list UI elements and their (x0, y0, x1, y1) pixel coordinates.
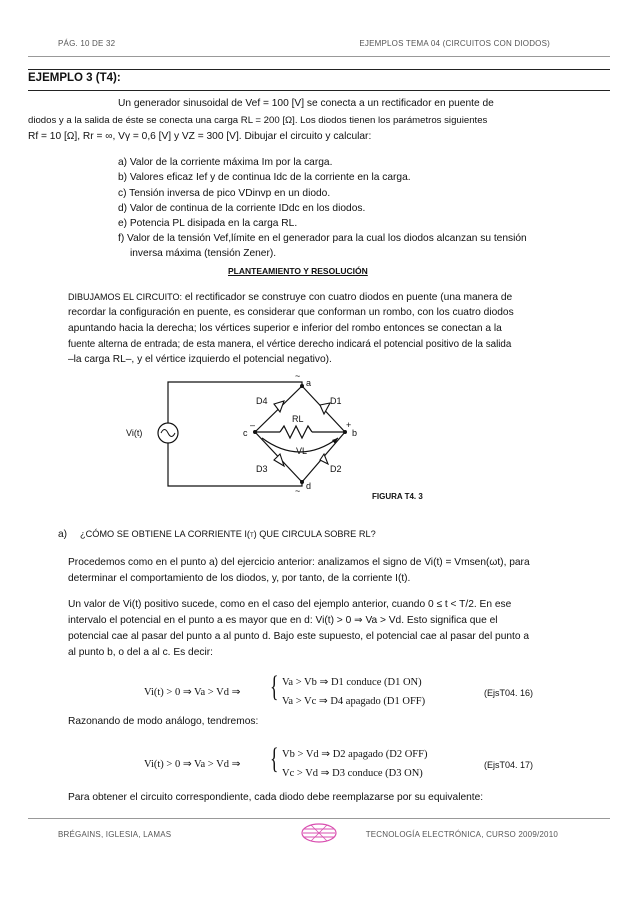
intro-line-4: fuente alterna de entrada; de esta manera, el vértice derecho indicará el potencial positivo de la salida (68, 339, 512, 350)
header-rule (28, 56, 610, 57)
eq17-brace: { (270, 742, 279, 775)
load-resistor (280, 426, 312, 438)
footer-rule (28, 818, 610, 819)
item-c: c) Tensión inversa de pico VDinvp en un diodo. (118, 188, 331, 199)
tilde-top: ~ (295, 371, 301, 381)
item-e: e) Potencia PL disipada en la carga RL. (118, 218, 298, 229)
diode-d1-label: D1 (330, 396, 342, 406)
part-a-p1-line1: Procedemos como en el punto a) del ejercicio anterior: analizamos el signo de Vi(t) = Vmsen(ωt), para (68, 557, 530, 568)
node-b-label: b (352, 428, 358, 438)
part-a-question: ¿CÓMO SE OBTIENE LA CORRIENTE I(t) QUE CIRCULA SOBRE RL? (80, 529, 376, 539)
intro-line-2: recordar la configuración en puente, es considerar que conforman un rombo, con los cuatro diodos (68, 307, 514, 318)
item-b: b) Valores eficaz Ief y de continua Idc de la corriente en la carga. (118, 172, 411, 183)
node-b-dot (343, 430, 347, 434)
part-a-p1-line2: determinar el comportamiento de los diodos, y, por tanto, de la corriente I(t). (68, 573, 411, 584)
eq16-number: (EjsT04. 16) (484, 688, 534, 698)
part-a-p2-line4: al punto b, o del a al c. Es decir: (68, 647, 213, 658)
load-label: RL (292, 414, 304, 424)
item-a: a) Valor de la corriente máxima Im por la carga. (118, 157, 333, 168)
diode-d4-symbol (274, 401, 284, 412)
node-a-label: a (306, 378, 312, 388)
bridge-rectifier-diagram (126, 371, 380, 496)
eq17-row1: Vb > Vd ⇒ D2 apagado (D2 OFF) (282, 749, 428, 760)
item-d: d) Valor de continua de la corriente IDdc en los diodos. (118, 203, 366, 214)
eq16-left: Vi(t) > 0 ⇒ Va > Vd ⇒ (144, 687, 241, 698)
part-a-p2-line3: potencial cae al pasar del punto a al punto d. Bajo este supuesto, el potencial cae al pasar del punto a (68, 631, 530, 642)
intro-text-1: el rectificador se construye con cuatro diodos en puente (una manera de (184, 292, 513, 303)
example-title-bar (28, 69, 610, 91)
footer-course: TECNOLOGÍA ELECTRÓNICA, CURSO 2009/2010 (365, 830, 558, 839)
intro-label: DIBUJAMOS EL CIRCUITO: (68, 292, 183, 302)
node-a-dot (300, 384, 304, 388)
diode-d2-symbol (320, 454, 328, 464)
footer-authors: BRÉGAINS, IGLESIA, LAMAS (58, 830, 172, 839)
minus-sign: – (250, 420, 256, 430)
plus-sign: + (346, 420, 352, 430)
intro-line-5: –la carga RL–, y el vértice izquierdo el potencial negativo). (68, 354, 332, 365)
part-a-p2-line1: Un valor de Vi(t) positivo sucede, como en el caso del ejemplo anterior, cuando 0 ≤ t < T/2. En ese (68, 599, 512, 610)
node-c-label: c (243, 428, 248, 438)
eq16-row2: Va > Vc ⇒ D4 apagado (D1 OFF) (282, 696, 426, 707)
eq17-number: (EjsT04. 17) (484, 760, 534, 770)
part-a-p2-line2: intervalo el potencial en el punto a es mayor que en d: Vi(t) > 0 ⇒ Va > Vd. Esto significa que el (68, 615, 498, 626)
statement-line-1: Un generador sinusoidal de Vef = 100 [V] se conecta a un rectificador en puente de (118, 98, 494, 109)
statement-line-3: Rf = 10 [Ω], Rr = ∞, Vγ = 0,6 [V] y VZ = 300 [V]. Dibujar el circuito y calcular: (28, 131, 372, 142)
example-title: EJEMPLO 3 (T4): (28, 72, 121, 84)
diode-d4-label: D4 (256, 396, 268, 406)
diode-d3-label: D3 (256, 464, 268, 474)
node-c-dot (253, 430, 257, 434)
section-heading: PLANTEAMIENTO Y RESOLUCIÓN (228, 266, 368, 276)
university-logo-icon (300, 822, 338, 844)
source-label: Vi(t) (126, 428, 143, 438)
part-a-prefix: a) (58, 529, 68, 540)
eq16-brace: { (270, 670, 279, 703)
diode-d2-label: D2 (330, 464, 342, 474)
item-f: f) Valor de la tensión Vef,límite en el generador para la cual los diodos alcanzan su tensión (118, 233, 527, 244)
part-a-p3: Razonando de modo análogo, tendremos: (68, 716, 259, 727)
item-f-cont: inversa máxima (tensión Zener). (130, 248, 277, 259)
page-number: PÁG. 10 DE 32 (58, 39, 116, 48)
header-title: EJEMPLOS TEMA 04 (CIRCUITOS CON DIODOS) (359, 39, 550, 48)
part-a-p4: Para obtener el circuito correspondiente, cada diodo debe reemplazarse por su equivalente: (68, 792, 484, 803)
statement-line-2: diodos y a la salida de éste se conecta una carga RL = 200 [Ω]. Los diodos tienen los parámetros siguientes (28, 115, 488, 126)
diode-d1-symbol (320, 403, 330, 414)
diode-d3-symbol (274, 454, 284, 466)
intro-line-1 (68, 292, 512, 303)
intro-line-3: apuntando hacia la derecha; los vértices superior e inferior del rombo entonces se conectan a la (68, 323, 502, 334)
node-d-label: d (306, 481, 312, 491)
eq16-row1: Va > Vb ⇒ D1 conduce (D1 ON) (282, 677, 422, 688)
tilde-bottom: ~ (295, 486, 301, 496)
node-d-dot (300, 480, 304, 484)
figure-caption: FIGURA T4. 3 (372, 492, 423, 501)
vload-label: VL (296, 446, 308, 456)
eq17-left: Vi(t) > 0 ⇒ Va > Vd ⇒ (144, 759, 241, 770)
eq17-row2: Vc > Vd ⇒ D3 conduce (D3 ON) (282, 768, 423, 779)
